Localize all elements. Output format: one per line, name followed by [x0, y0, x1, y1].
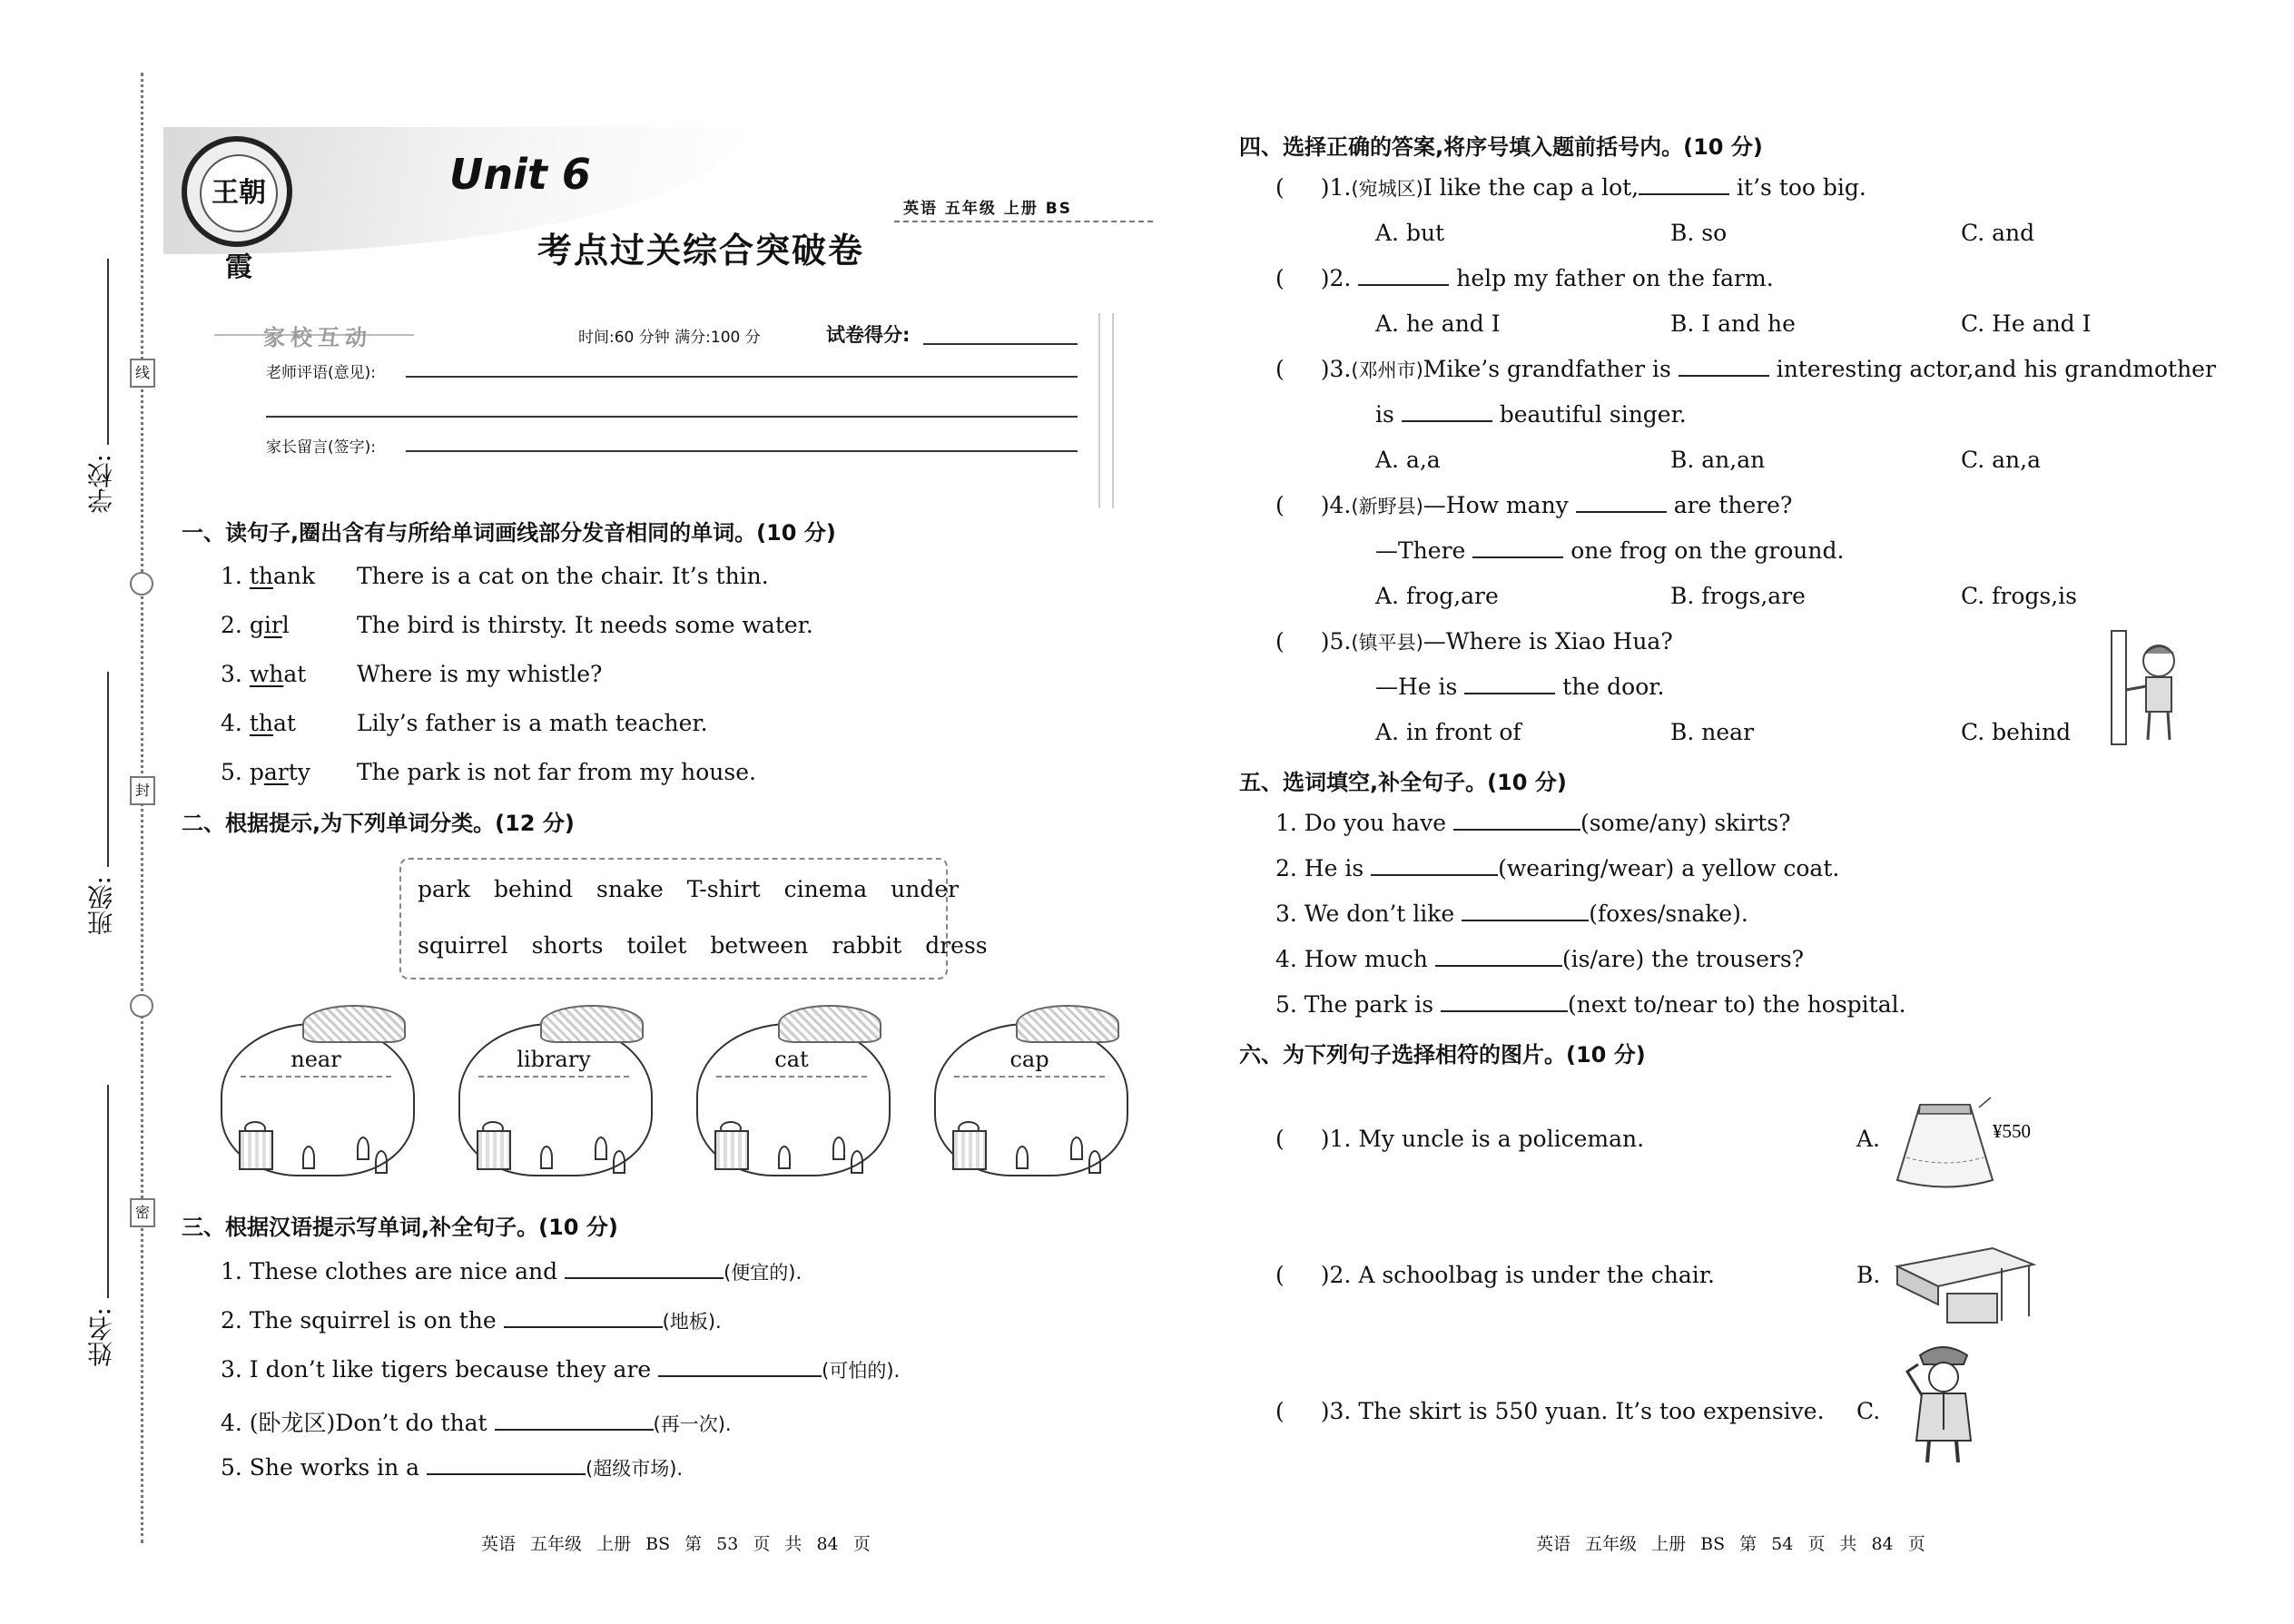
question-text: —He is — [1375, 674, 1465, 700]
answer-blank[interactable] — [1402, 420, 1492, 422]
home-school-label: 家校互动 — [263, 325, 372, 350]
key-word — [250, 563, 315, 589]
word-item: behind — [494, 876, 574, 902]
phonics-item — [221, 759, 310, 785]
option-c: C. and — [1961, 220, 2035, 246]
question-number: )1. — [1320, 174, 1352, 201]
policeman-image — [1902, 1339, 1984, 1466]
seal-char-line: 线 — [130, 359, 155, 388]
question-4-3-line2 — [1375, 401, 1687, 428]
picture-match-item — [1275, 1398, 1825, 1424]
fill-in-item — [221, 1307, 722, 1334]
book-tagline: 英语 五年级 上册 BS — [903, 200, 1072, 218]
chinese-hint: (便宜的). — [724, 1262, 802, 1284]
school-field[interactable] — [107, 259, 109, 445]
underlined-part: wh — [249, 661, 284, 687]
question-4-3 — [1275, 356, 2216, 383]
word-choice-item — [1275, 991, 1906, 1018]
answer-paren[interactable]: ( — [1275, 265, 1285, 291]
boy-behind-door-image — [2104, 626, 2204, 749]
chinese-hint: (再一次). — [653, 1413, 732, 1435]
option-c: C. frogs,is — [1961, 583, 2077, 609]
question-4-5-line2 — [1375, 674, 1664, 700]
chinese-hint: (地板). — [662, 1311, 722, 1333]
footer-right: 英语 五年级 上册 BS 第 54 页 共 84 页 — [1536, 1534, 1925, 1554]
section-4-heading: 四、选择正确的答案,将序号填入题前括号内。(10 分) — [1239, 134, 1763, 160]
answer-blank[interactable] — [1464, 693, 1555, 694]
page-subtitle: 考点过关综合突破卷 — [537, 230, 865, 271]
question-4-1 — [1275, 174, 1866, 202]
divider — [894, 221, 1153, 222]
parent-comment-label: 家长留言(签字): — [266, 438, 376, 457]
sprout-icon — [375, 1150, 388, 1174]
answer-blank[interactable] — [1371, 874, 1498, 876]
question-text: Mike’s grandfather is — [1423, 356, 1679, 382]
question-4-4-line2 — [1375, 537, 1844, 564]
answer-blank[interactable] — [1639, 193, 1729, 195]
question-4-5 — [1275, 628, 1673, 655]
option-b: B. frogs,are — [1670, 583, 1806, 609]
basket-lid — [302, 1005, 406, 1043]
sort-basket-near[interactable] — [221, 1005, 416, 1177]
basket-label: cap — [1009, 1047, 1049, 1072]
sprout-icon — [851, 1150, 863, 1174]
basket-label: library — [517, 1047, 591, 1072]
sentence: )3. The skirt is 550 yuan. It’s too expensive. — [1320, 1398, 1825, 1424]
chair-schoolbag-image — [1893, 1230, 2043, 1330]
question-text: the door. — [1555, 674, 1665, 700]
sentence-end: (is/are) the trousers? — [1561, 946, 1805, 972]
question-text: are there? — [1666, 492, 1793, 518]
section-1-heading: 一、读句子,圈出含有与所给单词画线部分发音相同的单词。(10 分) — [182, 520, 836, 546]
answer-blank[interactable] — [504, 1326, 663, 1328]
teacher-comment-label: 老师评语(意见): — [266, 364, 376, 382]
option-a: A. in front of — [1375, 719, 1521, 745]
answer-blank[interactable] — [1472, 556, 1563, 558]
phonics-item — [221, 710, 296, 736]
word-item: between — [710, 932, 809, 959]
word-part: at — [272, 710, 296, 736]
sentence-start: 5. The park is — [1275, 991, 1442, 1018]
question-text: interesting actor,and his grandmother — [1768, 356, 2216, 382]
sprout-icon — [778, 1146, 791, 1169]
item-number: 2. — [221, 612, 242, 638]
key-word — [250, 759, 310, 785]
word-item: T-shirt — [686, 876, 761, 902]
fill-in-item — [221, 1405, 732, 1438]
publisher-logo — [182, 136, 292, 283]
sentence-end: (next to/near to) the hospital. — [1568, 991, 1906, 1018]
sentence-end: (foxes/snake). — [1589, 901, 1748, 927]
item-number: 3. — [221, 661, 242, 687]
basket-lid — [778, 1005, 881, 1043]
logo-text: 王朝霞 — [200, 154, 278, 232]
option-c: C. He and I — [1961, 310, 2092, 337]
class-label: 班级: — [86, 876, 116, 936]
seal-char-secret: 密 — [130, 1198, 155, 1227]
sentence-start: 3. I don’t like tigers because they are — [221, 1356, 659, 1383]
divider — [241, 1076, 391, 1078]
footer-left: 英语 五年级 上册 BS 第 53 页 共 84 页 — [481, 1534, 871, 1554]
answer-paren[interactable]: ( — [1275, 492, 1285, 518]
word-item: toilet — [626, 932, 687, 959]
word-item: park — [418, 876, 471, 902]
option-c: C. an,a — [1961, 447, 2041, 473]
sort-basket-cap[interactable] — [934, 1005, 1129, 1177]
option-a: A. he and I — [1375, 310, 1501, 337]
underlined-part: ar — [263, 759, 289, 785]
sort-basket-cat[interactable] — [696, 1005, 891, 1177]
basket-label: near — [290, 1047, 341, 1072]
option-a: A. a,a — [1375, 447, 1441, 473]
key-word — [250, 661, 306, 687]
answer-blank[interactable] — [1576, 511, 1667, 513]
option-b: B. near — [1670, 719, 1755, 745]
section-5-heading: 五、选词填空,补全句子。(10 分) — [1239, 770, 1567, 795]
sentence-start: 2. He is — [1275, 855, 1372, 881]
word-bank-row-2 — [418, 932, 988, 959]
answer-blank[interactable] — [1462, 920, 1589, 921]
word-choice-item — [1275, 901, 1748, 927]
gift-icon — [714, 1130, 749, 1170]
question-number: )4. — [1320, 492, 1352, 518]
answer-blank[interactable] — [1435, 965, 1562, 967]
phonics-item — [221, 661, 306, 687]
gift-icon — [239, 1130, 273, 1170]
fill-in-item — [221, 1258, 802, 1285]
divider — [954, 1076, 1105, 1078]
price-tag: ¥550 — [1993, 1120, 2031, 1142]
question-4-4 — [1275, 492, 1792, 519]
binding-dotted-line — [141, 73, 143, 1543]
sprout-icon — [1070, 1137, 1083, 1160]
question-text: is — [1375, 401, 1402, 428]
picture-letter: C. — [1856, 1398, 1881, 1424]
name-field[interactable] — [107, 1085, 109, 1298]
question-number: )3. — [1320, 356, 1352, 382]
question-text: it’s too big. — [1729, 174, 1866, 201]
divider — [1112, 313, 1114, 508]
word-choice-item — [1275, 855, 1839, 881]
answer-paren[interactable]: ( — [1275, 356, 1285, 382]
chinese-hint: (超级市场). — [586, 1458, 684, 1480]
sentence-start: 4. (卧龙区)Don’t do that — [221, 1410, 495, 1436]
answer-blank[interactable] — [1453, 829, 1580, 831]
word-item: under — [891, 876, 960, 902]
phonics-sentence[interactable]: Where is my whistle? — [357, 661, 603, 687]
picture-match-item — [1275, 1126, 1644, 1152]
class-field[interactable] — [107, 672, 109, 867]
sentence-end: (wearing/wear) a yellow coat. — [1498, 855, 1840, 881]
phonics-item — [221, 563, 315, 589]
question-text: —Where is Xiao Hua? — [1423, 628, 1673, 655]
teacher-comment-field[interactable] — [406, 376, 1078, 378]
option-b: B. I and he — [1670, 310, 1796, 337]
underlined-part: th — [249, 563, 273, 589]
answer-blank[interactable] — [1441, 1010, 1568, 1012]
option-a: A. frog,are — [1375, 583, 1499, 609]
sprout-icon — [832, 1137, 845, 1160]
fill-in-item — [221, 1356, 900, 1383]
sprout-icon — [302, 1146, 315, 1169]
sentence-start: 3. We don’t like — [1275, 901, 1462, 927]
score-field[interactable] — [923, 343, 1078, 345]
time-info: 时间:60 分钟 满分:100 分 — [578, 329, 761, 347]
divider — [478, 1076, 629, 1078]
question-text: help my father on the farm. — [1449, 265, 1774, 291]
word-part: p — [249, 759, 264, 785]
picture-match-item — [1275, 1262, 1715, 1288]
answer-paren[interactable]: ( — [1275, 174, 1285, 201]
word-item: cinema — [783, 876, 868, 902]
word-item: shorts — [531, 932, 604, 959]
underlined-part: th — [249, 710, 273, 736]
region-tag: (镇平县) — [1351, 632, 1423, 654]
question-text: one frog on the ground. — [1563, 537, 1845, 564]
option-a: A. but — [1375, 220, 1445, 246]
question-number: )5. — [1320, 628, 1352, 655]
unit-title: Unit 6 — [449, 150, 591, 199]
sprout-icon — [540, 1146, 553, 1169]
answer-paren[interactable]: ( — [1275, 1398, 1285, 1424]
sort-basket-library[interactable] — [458, 1005, 654, 1177]
word-part: ty — [288, 759, 310, 785]
item-number: 1. — [221, 563, 242, 589]
option-b: B. an,an — [1670, 447, 1766, 473]
sentence-start: 4. How much — [1275, 946, 1435, 972]
skirt-image — [1893, 1094, 2056, 1194]
question-text: beautiful singer. — [1492, 401, 1687, 428]
gift-icon — [477, 1130, 511, 1170]
word-bank — [399, 858, 988, 979]
word-part: at — [283, 661, 307, 687]
answer-paren[interactable]: ( — [1275, 1262, 1285, 1288]
name-label: 姓名: — [86, 1307, 116, 1367]
section-6-heading: 六、为下列句子选择相符的图片。(10 分) — [1239, 1042, 1646, 1068]
key-word — [250, 612, 290, 638]
basket-label: cat — [774, 1047, 809, 1072]
region-tag: (新野县) — [1351, 496, 1423, 517]
score-label: 试卷得分: — [826, 324, 911, 346]
word-part: l — [281, 612, 290, 638]
parent-comment-field[interactable] — [406, 450, 1078, 452]
item-number: 4. — [221, 710, 242, 736]
word-part: ank — [272, 563, 316, 589]
item-number: 5. — [221, 759, 242, 785]
option-b: B. so — [1670, 220, 1728, 246]
section-3-heading: 三、根据汉语提示写单词,补全句子。(10 分) — [182, 1215, 618, 1240]
sprout-icon — [1088, 1150, 1101, 1174]
word-item: snake — [596, 876, 664, 902]
answer-blank[interactable] — [565, 1277, 724, 1279]
answer-blank[interactable] — [1679, 375, 1769, 377]
sentence-start: 2. The squirrel is on the — [221, 1307, 504, 1334]
sentence-start: 1. Do you have — [1275, 810, 1453, 836]
option-c: C. behind — [1961, 719, 2072, 745]
word-item: dress — [925, 932, 988, 959]
question-text: —How many — [1423, 492, 1576, 518]
phonics-sentence[interactable]: The bird is thirsty. It needs some water. — [357, 612, 813, 638]
sprout-icon — [357, 1137, 369, 1160]
scissors-icon — [130, 572, 153, 595]
basket-lid — [540, 1005, 644, 1043]
seal-char-seal: 封 — [130, 776, 155, 805]
question-number: )2. — [1320, 265, 1352, 291]
word-choice-item — [1275, 946, 1804, 972]
phonics-sentence[interactable]: The park is not far from my house. — [357, 759, 756, 785]
question-text: I like the cap a lot, — [1423, 174, 1639, 201]
teacher-comment-field-2[interactable] — [266, 416, 1078, 418]
word-bank-row-1 — [418, 876, 959, 902]
fill-in-item — [221, 1454, 683, 1481]
divider — [716, 1076, 867, 1078]
picture-letter: A. — [1856, 1126, 1881, 1152]
word-item: rabbit — [832, 932, 902, 959]
divider — [1098, 313, 1100, 508]
word-choice-item — [1275, 810, 1791, 836]
phonics-item — [221, 612, 290, 638]
word-item: squirrel — [418, 932, 508, 959]
sentence: )2. A schoolbag is under the chair. — [1320, 1262, 1715, 1288]
section-2-heading: 二、根据提示,为下列单词分类。(12 分) — [182, 811, 575, 836]
basket-lid — [1016, 1005, 1119, 1043]
question-text: —There — [1375, 537, 1473, 564]
answer-blank[interactable] — [1358, 284, 1449, 286]
gift-icon — [952, 1130, 987, 1170]
chinese-hint: (可怕的). — [822, 1360, 901, 1382]
sentence-end: (some/any) skirts? — [1580, 810, 1791, 836]
picture-letter: B. — [1856, 1262, 1881, 1288]
phonics-sentence[interactable]: There is a cat on the chair. It’s thin. — [357, 563, 769, 589]
question-4-2 — [1275, 265, 1774, 291]
key-word — [250, 710, 296, 736]
region-tag: (宛城区) — [1351, 178, 1423, 200]
answer-paren[interactable]: ( — [1275, 628, 1285, 655]
sentence-start: 5. She works in a — [221, 1454, 427, 1481]
sentence: )1. My uncle is a policeman. — [1320, 1126, 1645, 1152]
word-part: g — [249, 612, 264, 638]
school-label: 学校: — [86, 454, 116, 514]
answer-blank[interactable] — [658, 1375, 822, 1377]
region-tag: (邓州市) — [1351, 359, 1423, 381]
scissors-icon — [130, 994, 153, 1018]
phonics-sentence[interactable]: Lily’s father is a math teacher. — [357, 710, 708, 736]
sprout-icon — [595, 1137, 607, 1160]
sentence-start: 1. These clothes are nice and — [221, 1258, 566, 1284]
underlined-part: ir — [263, 612, 282, 638]
answer-paren[interactable]: ( — [1275, 1126, 1285, 1152]
sprout-icon — [613, 1150, 625, 1174]
answer-blank[interactable] — [495, 1429, 654, 1431]
sprout-icon — [1016, 1146, 1029, 1169]
answer-blank[interactable] — [427, 1473, 586, 1475]
